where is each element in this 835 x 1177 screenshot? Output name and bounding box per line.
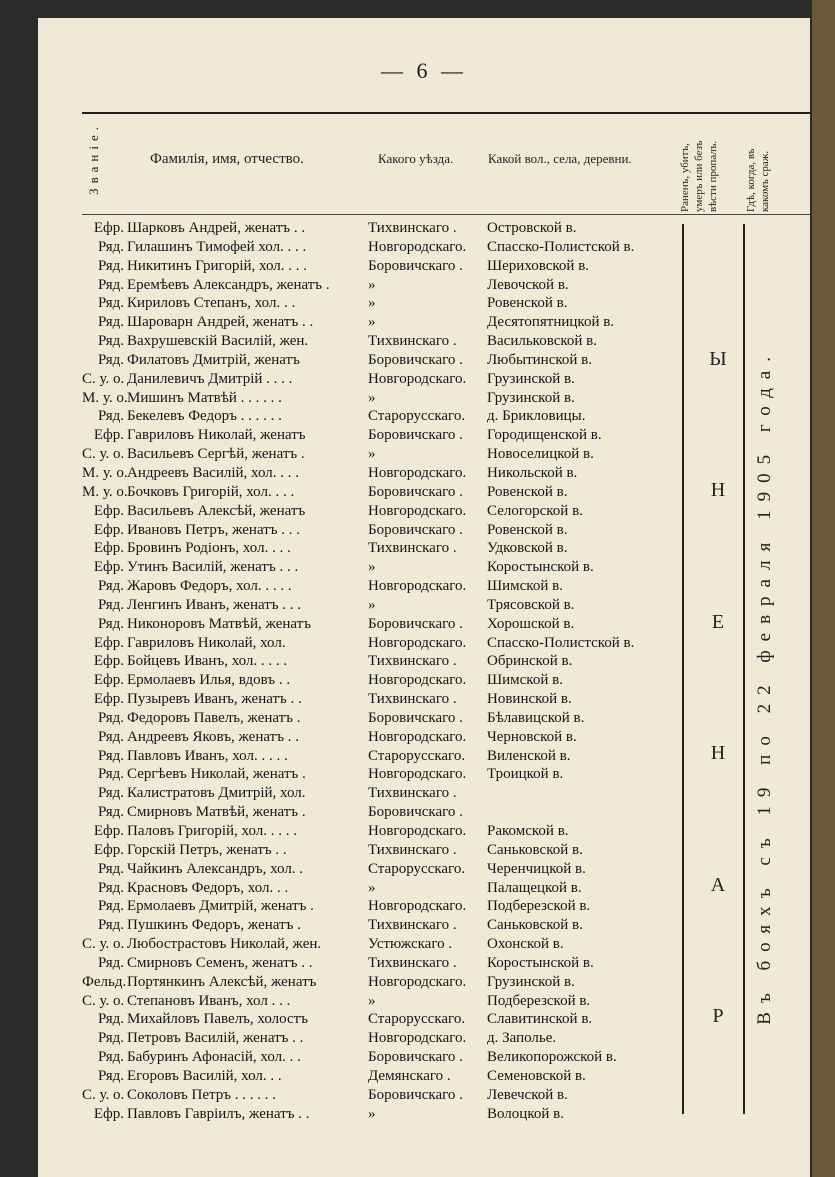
rank-cell: Ряд. [97, 728, 124, 745]
name-cell: Васильевъ Сергѣй, женатъ . [127, 446, 305, 463]
uezd-cell: Тихвинскаго . [368, 841, 457, 858]
name-cell: Портянкинъ Алексѣй, женатъ [127, 973, 317, 990]
name-cell: Никоноровъ Матвѣй, женатъ [127, 615, 311, 632]
uezd-cell: Новгородскаго. [368, 1030, 467, 1047]
uezd-cell: Новгородскаго. [368, 464, 467, 481]
header-rule [82, 112, 810, 114]
name-cell: Калистратовъ Дмитрій, хол. [127, 785, 306, 802]
uezd-cell: Боровичскаго . [368, 709, 463, 726]
volost-cell: Бѣлавицской в. [487, 709, 585, 726]
table-row [82, 653, 682, 672]
volost-cell: Славитинской в. [487, 1011, 593, 1028]
rank-cell: Ряд. [97, 596, 124, 613]
uezd-cell: Новгородскаго. [368, 823, 467, 839]
rank-cell: Ефр. [93, 521, 124, 538]
name-cell: Вахрушевскій Василій, жен. [127, 333, 309, 350]
rank-cell: Ряд. [97, 351, 124, 368]
uezd-cell: Тихвинскаго . [368, 917, 457, 934]
table-row [82, 672, 682, 691]
rank-cell: Ряд. [97, 333, 124, 350]
rank-cell: Фельд. [82, 973, 127, 990]
table-row [82, 484, 682, 503]
rank-cell: Ефр. [93, 1105, 124, 1122]
table-row [82, 710, 682, 729]
uezd-cell: Новгородскаго. [368, 370, 467, 387]
uezd-cell: Тихвинскаго . [368, 540, 457, 557]
uezd-cell: Боровичскаго . [368, 257, 463, 274]
name-cell: Любострастовъ Николай, жен. [127, 936, 322, 953]
name-cell: Пузыревъ Иванъ, женатъ . . [127, 691, 302, 708]
name-cell: Ленгинъ Иванъ, женатъ . . . [127, 596, 302, 613]
table-row [82, 522, 682, 541]
rank-cell: Ряд. [97, 1049, 124, 1066]
header-name: Фамилія, имя, отчество. [150, 151, 304, 167]
uezd-cell: » [368, 596, 376, 613]
table-row [82, 974, 682, 993]
uezd-cell: Боровичскаго . [368, 521, 463, 538]
volost-cell: Саньковской в. [487, 841, 583, 858]
volost-cell: Ровенской в. [487, 521, 568, 538]
uezd-cell: Новгородскаго. [368, 973, 467, 990]
uezd-cell: Тихвинскаго . [368, 220, 457, 236]
table-row [82, 955, 682, 974]
rank-cell: С. у. о. [82, 936, 125, 953]
table-row [82, 1011, 682, 1030]
volost-cell: Шимской в. [487, 578, 563, 595]
table-row [82, 239, 682, 258]
table-row [82, 258, 682, 277]
uezd-cell: Боровичскаго . [368, 1086, 463, 1103]
rank-cell: Ряд. [97, 295, 124, 312]
table-row [82, 917, 682, 936]
book-spine [812, 0, 835, 1177]
name-cell: Бровинъ Родіонъ, хол. . . . [127, 540, 291, 557]
name-cell: Шароварн Андрей, женатъ . . [127, 314, 314, 331]
volost-cell: Палащецкой в. [487, 879, 582, 896]
rank-cell: Ряд. [97, 1067, 124, 1084]
table-row [82, 880, 682, 899]
uezd-cell: » [368, 314, 376, 331]
volost-cell: Обринской в. [487, 653, 573, 670]
volost-cell: Хорошской в. [487, 615, 575, 632]
rank-cell: Ефр. [93, 653, 124, 670]
table-row [82, 277, 682, 296]
name-cell: Горскій Петръ, женатъ . . [127, 841, 287, 858]
table-row [82, 861, 682, 880]
uezd-cell: » [368, 1105, 376, 1122]
uezd-cell: Боровичскаго . [368, 1049, 463, 1066]
table-row [82, 333, 682, 352]
uezd-cell: Старорусскаго. [368, 860, 466, 877]
uezd-cell: Новгородскаго. [368, 766, 467, 783]
volost-cell: Виленской в. [487, 747, 571, 764]
volost-cell: Черенчицкой в. [487, 860, 586, 877]
rank-cell: Ряд. [97, 917, 124, 934]
status-bracket [682, 224, 690, 1114]
name-cell: Мишинъ Матвѣй . . . . . . [127, 389, 282, 406]
volost-cell: Саньковской в. [487, 917, 583, 934]
header-bottom-rule [82, 214, 810, 215]
rank-cell: Ефр. [93, 559, 124, 576]
table-row [82, 842, 682, 861]
rank-cell: Ефр. [93, 220, 124, 236]
volost-cell: Никольской в. [487, 464, 578, 481]
rank-cell: Ряд. [97, 766, 124, 783]
volost-cell: Охонской в. [487, 936, 564, 953]
status-column [703, 348, 733, 1028]
rank-cell: М. у. о. [82, 464, 128, 481]
uezd-cell: Боровичскаго . [368, 351, 463, 368]
volost-cell: Городищенской в. [487, 427, 602, 444]
rank-cell: Ряд. [97, 314, 124, 331]
rank-cell: С. у. о. [82, 370, 125, 387]
name-cell: Утинъ Василій, женатъ . . . [127, 559, 299, 576]
uezd-cell: Новгородскаго. [368, 728, 467, 745]
name-cell: Гавриловъ Николай, женатъ [127, 427, 306, 444]
table-row [82, 1106, 682, 1125]
volost-cell: Грузинской в. [487, 370, 575, 387]
table-row [82, 352, 682, 371]
name-cell: Еремѣевъ Александръ, женатъ . [127, 276, 330, 293]
rank-cell: С. у. о. [82, 1086, 125, 1103]
header-uezd: Какого уѣзда. [378, 151, 454, 166]
table-row [82, 748, 682, 767]
rank-cell: Ряд. [97, 879, 124, 896]
name-cell: Андреевъ Яковъ, женатъ . . [127, 728, 299, 745]
volost-cell: Трясовской в. [487, 596, 575, 613]
name-cell: Бойцевъ Иванъ, хол. . . . . [127, 653, 288, 670]
rank-cell: Ефр. [93, 691, 124, 708]
rank-cell: Ряд. [97, 709, 124, 726]
rank-cell: Ефр. [93, 634, 124, 651]
table-row [82, 371, 682, 390]
table-row [82, 936, 682, 955]
volost-cell: Коростынской в. [487, 559, 594, 576]
table-row [82, 1030, 682, 1049]
rank-cell: Ряд. [97, 860, 124, 877]
rank-cell: Ефр. [93, 427, 124, 444]
table-row [82, 993, 682, 1012]
name-cell: Филатовъ Дмитрій, женатъ [127, 351, 300, 368]
name-cell: Ермолаевъ Илья, вдовъ . . [127, 672, 291, 689]
uezd-cell: Новгородскаго. [368, 898, 467, 915]
name-cell: Смирновъ Семенъ, женатъ . . [127, 954, 313, 971]
volost-cell: д. Заполье. [487, 1030, 557, 1047]
table-row [82, 220, 682, 239]
uezd-cell: Боровичскаго . [368, 804, 463, 821]
rank-cell: Ряд. [97, 408, 124, 425]
table-row [82, 408, 682, 427]
table-row [82, 691, 682, 710]
table-row [82, 427, 682, 446]
rank-cell: Ефр. [93, 841, 124, 858]
date-bracket [743, 224, 751, 1114]
volost-cell: Шимской в. [487, 672, 563, 689]
volost-cell: Подберезской в. [487, 898, 591, 915]
table-row [82, 446, 682, 465]
uezd-cell: Боровичскаго . [368, 615, 463, 632]
volost-cell: д. Брикловицы. [487, 408, 586, 425]
volost-cell: Троицкой в. [487, 766, 564, 783]
status-letter: Н [710, 479, 726, 502]
name-cell: Егоровъ Василій, хол. . . [127, 1067, 282, 1084]
name-cell: Ивановъ Петръ, женатъ . . . [127, 521, 301, 538]
table-row [82, 465, 682, 484]
volost-cell: Спасско-Полистской в. [487, 238, 635, 255]
table-row [82, 578, 682, 597]
volost-cell: Ровенской в. [487, 295, 568, 312]
uezd-cell: Новгородскаго. [368, 634, 467, 651]
uezd-cell: Новгородскаго. [368, 502, 467, 519]
name-cell: Смирновъ Матвѣй, женатъ . [127, 804, 306, 821]
table-row [82, 597, 682, 616]
uezd-cell: Боровичскаго . [368, 483, 463, 500]
volost-cell: Грузинской в. [487, 389, 575, 406]
uezd-cell: » [368, 276, 376, 293]
table-row [82, 766, 682, 785]
table-row [82, 314, 682, 333]
uezd-cell: Старорусскаго. [368, 747, 466, 764]
rank-cell: Ефр. [93, 672, 124, 689]
uezd-cell: » [368, 446, 376, 463]
header-where: Гдѣ, когда, въ какомъ сраж. [745, 148, 771, 212]
name-cell: Чайкинъ Александръ, хол. . [127, 860, 304, 877]
name-cell: Федоровъ Павелъ, женатъ . [127, 709, 301, 726]
name-cell: Петровъ Василій, женатъ . . [127, 1030, 304, 1047]
table-row [82, 616, 682, 635]
rank-cell: Ряд. [97, 615, 124, 632]
rank-cell: С. у. о. [82, 992, 125, 1009]
name-cell: Соколовъ Петръ . . . . . . [127, 1086, 277, 1103]
name-cell: Данилевичъ Дмитрій . . . . [127, 370, 293, 387]
name-cell: Гавриловъ Николай, хол. [127, 634, 286, 651]
table-row [82, 823, 682, 842]
volost-cell: Островской в. [487, 220, 577, 236]
uezd-cell: Старорусскаго. [368, 1011, 466, 1028]
uezd-cell: Тихвинскаго . [368, 333, 457, 350]
volost-cell: Великопорожской в. [487, 1049, 617, 1066]
name-cell: Бабуринъ Афонасій, хол. . . [127, 1049, 301, 1066]
volost-cell: Селогорской в. [487, 502, 583, 519]
volost-cell: Левечской в. [487, 1086, 568, 1103]
name-cell: Гилашинъ Тимофей хол. . . . [127, 238, 307, 255]
rank-cell: М. у. о. [82, 483, 128, 500]
name-cell: Шарковъ Андрей, женатъ . . [127, 220, 306, 236]
rank-cell: Ряд. [97, 954, 124, 971]
name-cell: Кириловъ Степанъ, хол. . . [127, 295, 296, 312]
name-cell: Павловъ Иванъ, хол. . . . . [127, 747, 288, 764]
volost-cell: Новоселицкой в. [487, 446, 594, 463]
volost-cell: Удковской в. [487, 540, 568, 557]
rank-cell: Ряд. [97, 257, 124, 274]
uezd-cell: Тихвинскаго . [368, 785, 457, 802]
name-cell: Васильевъ Алексѣй, женатъ [127, 502, 306, 519]
table-row [82, 898, 682, 917]
rank-cell: Ряд. [97, 785, 124, 802]
volost-cell: Спасско-Полистской в. [487, 634, 635, 651]
name-cell: Бочковъ Григорій, хол. . . . [127, 483, 295, 500]
uezd-cell: Новгородскаго. [368, 238, 467, 255]
name-cell: Бекелевъ Федоръ . . . . . . [127, 408, 282, 425]
uezd-cell: » [368, 879, 376, 896]
header-volost: Какой вол., села, деревни. [488, 151, 632, 166]
name-cell: Сергѣевъ Николай, женатъ . [127, 766, 306, 783]
uezd-cell: Новгородскаго. [368, 672, 467, 689]
rank-cell: Ряд. [97, 1030, 124, 1047]
status-letter: Н [710, 742, 726, 765]
rank-cell: Ефр. [93, 540, 124, 557]
volost-cell: Васильковской в. [487, 333, 597, 350]
name-cell: Андреевъ Василій, хол. . . . [127, 464, 300, 481]
name-cell: Никитинъ Григорій, хол. . . . [127, 257, 307, 274]
table-row [82, 390, 682, 409]
name-cell: Ермолаевъ Дмитрій, женатъ . [127, 898, 314, 915]
page-number: — 6 — [381, 58, 467, 83]
rank-cell: С. у. о. [82, 446, 125, 463]
volost-cell: Черновской в. [487, 728, 577, 745]
status-letter: Р [712, 1004, 724, 1027]
casualty-list [82, 220, 682, 1125]
uezd-cell: Устюжскаго . [368, 936, 453, 953]
volost-cell: Шериховской в. [487, 257, 590, 274]
table-row [82, 804, 682, 823]
table-row [82, 729, 682, 748]
uezd-cell: » [368, 992, 376, 1009]
uezd-cell: Тихвинскаго . [368, 954, 457, 971]
table-row [82, 785, 682, 804]
name-cell: Михайловъ Павелъ, холостъ [127, 1011, 308, 1028]
volost-cell: Любытинской в. [487, 351, 592, 368]
rank-cell: Ефр. [93, 823, 124, 839]
name-cell: Красновъ Федоръ, хол. . . [127, 879, 289, 896]
header-status: Раненъ, убитъ, умеръ или безъ вѣсти пропалъ. [679, 140, 719, 212]
table-row [82, 540, 682, 559]
volost-cell: Коростынской в. [487, 954, 594, 971]
uezd-cell: Демянскаго . [368, 1067, 451, 1084]
table-row [82, 1087, 682, 1106]
table-row [82, 1049, 682, 1068]
name-cell: Степановъ Иванъ, хол . . . [127, 992, 291, 1009]
volost-cell: Семеновской в. [487, 1067, 586, 1084]
volost-cell: Десятопятницкой в. [487, 314, 615, 331]
rank-cell: М. у. о. [82, 389, 128, 406]
volost-cell: Подберезской в. [487, 992, 591, 1009]
status-letter: Ы [709, 348, 727, 370]
uezd-cell: » [368, 389, 376, 406]
table-row [82, 1068, 682, 1087]
volost-cell: Волоцкой в. [487, 1105, 564, 1122]
header-rank: Званіе. [86, 122, 101, 195]
table-row [82, 503, 682, 522]
status-letter: А [710, 873, 726, 896]
name-cell: Пушкинъ Федоръ, женатъ . [127, 917, 301, 934]
uezd-cell: » [368, 559, 376, 576]
rank-cell: Ряд. [97, 898, 124, 915]
uezd-cell: Тихвинскаго . [368, 653, 457, 670]
rank-cell: Ряд. [97, 1011, 124, 1028]
rank-cell: Ряд. [97, 238, 124, 255]
name-cell: Паловъ Григорій, хол. . . . . [127, 823, 298, 839]
volost-cell: Грузинской в. [487, 973, 575, 990]
uezd-cell: Новгородскаго. [368, 578, 467, 595]
name-cell: Павловъ Гавріилъ, женатъ . . [127, 1105, 310, 1122]
uezd-cell: » [368, 295, 376, 312]
volost-cell: Ровенской в. [487, 483, 568, 500]
volost-cell: Новинской в. [487, 691, 572, 708]
rank-cell: Ефр. [93, 502, 124, 519]
uezd-cell: Тихвинскаго . [368, 691, 457, 708]
document-page [38, 18, 810, 1177]
rank-cell: Ряд. [97, 276, 124, 293]
rank-cell: Ряд. [97, 747, 124, 764]
battle-date: Въ бояхъ съ 19 по 22 февраля 1905 года. [754, 348, 775, 1025]
status-letter: Е [711, 610, 725, 633]
table-row [82, 295, 682, 314]
uezd-cell: Старорусскаго. [368, 408, 466, 425]
table-row [82, 559, 682, 578]
volost-cell: Левочской в. [487, 276, 569, 293]
uezd-cell: Боровичскаго . [368, 427, 463, 444]
name-cell: Жаровъ Федоръ, хол. . . . . [127, 578, 292, 595]
volost-cell: Ракомской в. [487, 823, 569, 839]
rank-cell: Ряд. [97, 804, 124, 821]
rank-cell: Ряд. [97, 578, 124, 595]
table-row [82, 635, 682, 654]
